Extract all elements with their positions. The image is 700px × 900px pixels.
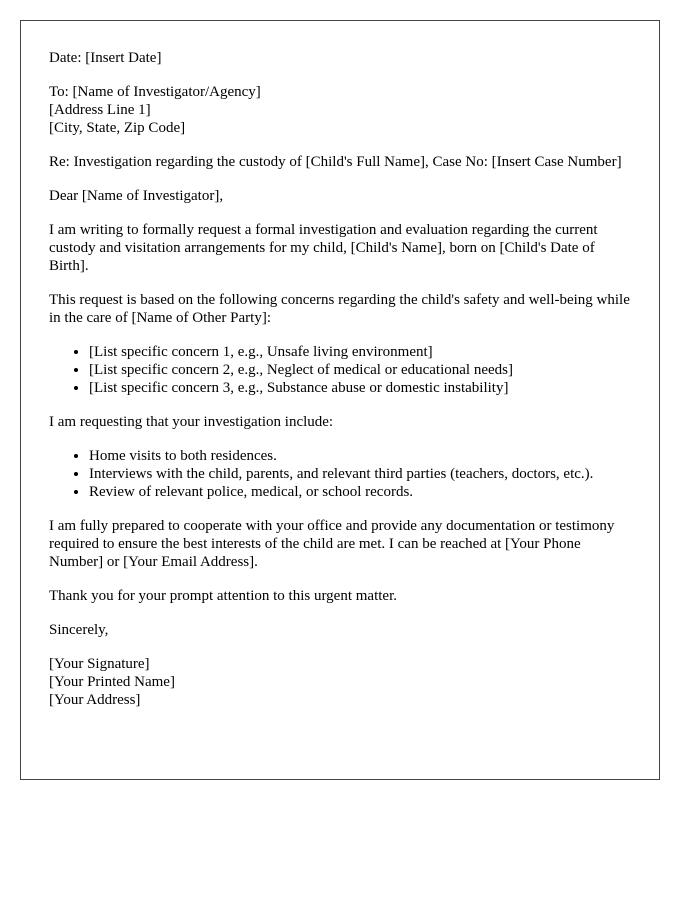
subject-line: Re: Investigation regarding the custody of [Child's Full Name], Case No: [Insert Case Number] [49,154,622,170]
sender-address: [Your Address] [49,692,141,708]
list-item: • Interviews with the child, parents, and relevant third parties (teachers, doctors, etc.). [89,465,635,483]
paragraph-intro: I am writing to formally request a formal investigation and evaluation regarding the current custody and visitation arrangements for my child, [Child's Name], born on [Child's Date of Birth]. [49,222,598,274]
salutation: Dear [Name of Investigator], [49,188,224,204]
recipient-to: To: [Name of Investigator/Agency] [49,84,261,100]
letter-page [20,20,660,780]
recipient-block [49,83,635,137]
paragraph-thanks: Thank you for your prompt attention to this urgent matter. [49,588,397,604]
list-item: • Review of relevant police, medical, or school records. [89,483,635,501]
recipient-city-state-zip: [City, State, Zip Code] [49,120,186,136]
recipient-address-line: [Address Line 1] [49,102,151,118]
signature-line: [Your Signature] [49,656,150,672]
list-item: • Home visits to both residences. [89,447,635,465]
list-item: • [List specific concern 2, e.g., Neglect of medical or educational needs] [89,361,635,379]
letter-body [49,49,635,725]
requests-list [49,447,635,501]
paragraph-cooperate: I am fully prepared to cooperate with your office and provide any documentation or testimony required to ensure the best interests of the child are met. I can be reached at [Your Phone Number] or [Your Email Address]. [49,518,615,570]
printed-name: [Your Printed Name] [49,674,175,690]
paragraph-concerns: This request is based on the following concerns regarding the child's safety and well-being while in the care of [Name of Other Party]: [49,292,630,326]
list-item: • [List specific concern 3, e.g., Substance abuse or domestic instability] [89,379,635,397]
list-item: • [List specific concern 1, e.g., Unsafe living environment] [89,343,635,361]
concerns-list [49,343,635,397]
closing: Sincerely, [49,622,109,638]
date-line: Date: [Insert Date] [49,50,162,66]
paragraph-requests: I am requesting that your investigation include: [49,414,334,430]
signature-block [49,655,635,709]
